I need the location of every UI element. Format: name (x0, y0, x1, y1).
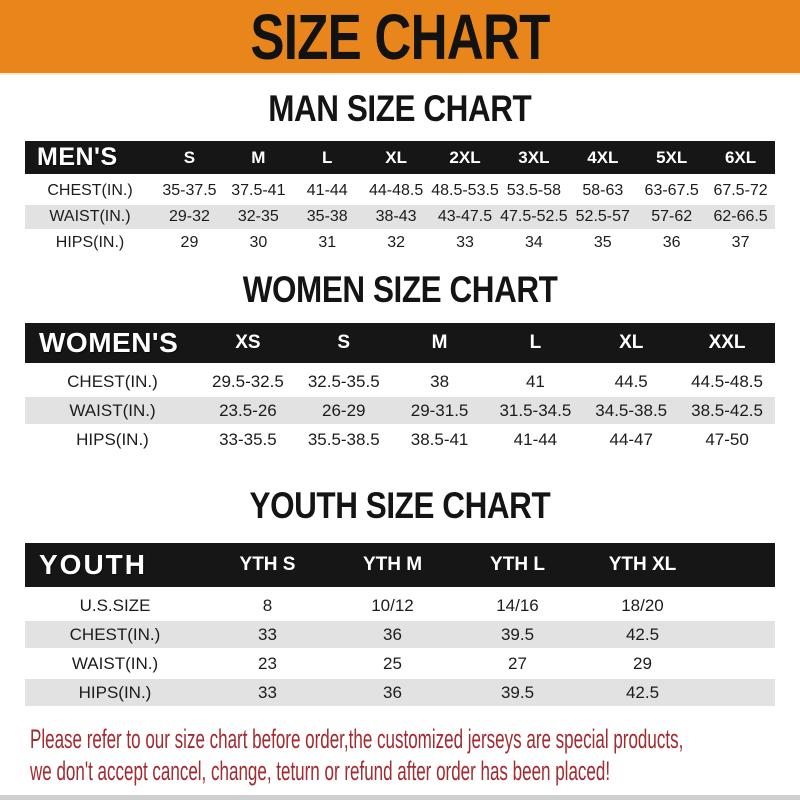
size-value-cell: 32-35 (237, 208, 279, 225)
disclaimer (30, 723, 800, 787)
women-size-chart-heading (0, 271, 800, 309)
size-value-cell: 58-63 (582, 182, 624, 199)
size-column-header: M (251, 147, 266, 167)
bottom-edge-strip (0, 795, 800, 800)
table-group-label: YOUTH (39, 549, 147, 580)
size-value-cell: 29.5-32.5 (211, 371, 284, 391)
size-value-cell: 41-44 (513, 429, 558, 449)
size-column-header: YTH XL (608, 554, 677, 575)
size-value-cell: 33-35.5 (219, 429, 277, 449)
row-label: CHEST(IN.) (67, 371, 158, 391)
size-value-cell: 52.5-57 (575, 208, 630, 225)
disclaimer-line-2: we don't accept cancel, change, teturn or refund after order has been placed! (30, 756, 611, 786)
size-value-cell: 47-50 (705, 429, 749, 449)
size-value-cell: 35 (593, 234, 612, 251)
size-column-header: XS (235, 332, 261, 353)
size-column-header: 5XL (656, 147, 688, 167)
table-header-row (25, 323, 775, 363)
size-value-cell: 35-37.5 (162, 182, 217, 199)
table-header-row (25, 141, 775, 174)
size-value-cell: 67.5-72 (713, 182, 768, 199)
size-column-header: YTH S (239, 554, 296, 575)
size-column-header: 3XL (518, 147, 550, 167)
size-value-cell: 36 (383, 682, 402, 702)
size-value-cell: 38.5-42.5 (691, 400, 763, 420)
table-row (25, 648, 775, 677)
row-label: CHEST(IN.) (69, 624, 161, 644)
women-size-table (25, 323, 775, 453)
size-value-cell: 47.5-52.5 (500, 208, 568, 225)
size-value-cell: 32.5-35.5 (307, 371, 380, 391)
size-value-cell: 32 (387, 234, 406, 251)
table-row (25, 424, 775, 453)
banner-title: SIZE CHART (250, 0, 550, 73)
size-value-cell: 29-32 (168, 208, 210, 225)
table-row (25, 177, 775, 203)
size-column-header: S (183, 147, 196, 167)
size-value-cell: 37 (731, 234, 750, 251)
size-column-header: XL (385, 147, 407, 167)
table-row (25, 619, 775, 648)
row-label: WAIST(IN.) (49, 208, 131, 225)
size-value-cell: 41-44 (306, 182, 348, 199)
table-row (25, 590, 775, 619)
size-value-cell: 34.5-38.5 (595, 400, 668, 420)
size-column-header: XL (619, 332, 644, 353)
row-label: CHEST(IN.) (47, 182, 133, 199)
women-heading-text: WOMEN SIZE CHART (242, 269, 558, 310)
youth-size-chart-heading (0, 487, 800, 525)
size-value-cell: 44.5-48.5 (691, 371, 763, 391)
size-value-cell: 33 (258, 682, 277, 702)
table-row (25, 395, 775, 424)
size-value-cell: 63-67.5 (644, 182, 699, 199)
size-value-cell: 44-47 (609, 429, 653, 449)
size-value-cell: 39.5 (500, 682, 535, 702)
size-value-cell: 18/20 (621, 595, 664, 615)
row-label: WAIST(IN.) (71, 653, 159, 673)
youth-heading-text: YOUTH SIZE CHART (249, 485, 551, 526)
size-value-cell: 35.5-38.5 (307, 429, 380, 449)
table-header-row (25, 543, 775, 587)
table-group-label: WOMEN'S (39, 327, 179, 358)
size-value-cell: 27 (508, 653, 527, 673)
row-label: U.S.SIZE (79, 595, 151, 615)
size-value-cell: 10/12 (371, 595, 414, 615)
size-value-cell: 23 (258, 653, 277, 673)
size-column-header: YTH M (362, 554, 423, 575)
size-value-cell: 29 (633, 653, 652, 673)
size-value-cell: 48.5-53.5 (431, 182, 499, 199)
size-value-cell: 38.5-41 (410, 429, 469, 449)
man-size-chart-heading (0, 90, 800, 128)
table-row (25, 366, 775, 395)
men-size-table (25, 141, 775, 255)
size-value-cell: 41 (525, 371, 545, 391)
size-value-cell: 37.5-41 (231, 182, 286, 199)
size-value-cell: 53.5-58 (506, 182, 562, 199)
row-label: HIPS(IN.) (55, 234, 125, 251)
size-value-cell: 23.5-26 (219, 400, 277, 420)
size-value-cell: 38 (430, 371, 450, 391)
size-value-cell: 8 (262, 595, 273, 615)
size-column-header: YTH L (490, 554, 545, 575)
man-heading-text: MAN SIZE CHART (268, 88, 532, 129)
size-column-header: M (431, 332, 448, 353)
youth-size-table (25, 543, 775, 706)
size-value-cell: 31 (318, 234, 337, 251)
size-value-cell: 29 (180, 234, 199, 251)
size-value-cell: 44.5 (614, 371, 648, 391)
size-column-header: XXL (708, 332, 746, 353)
table-row (25, 229, 775, 255)
size-value-cell: 42.5 (625, 682, 660, 702)
size-value-cell: 14/16 (496, 595, 539, 615)
size-value-cell: 43-47.5 (437, 208, 493, 225)
table-group-label: MEN'S (37, 143, 118, 171)
size-value-cell: 38-43 (375, 208, 417, 225)
size-value-cell: 42.5 (625, 624, 660, 644)
size-value-cell: 34 (525, 234, 543, 251)
size-value-cell: 62-66.5 (713, 208, 768, 225)
disclaimer-line-1: Please refer to our size chart before order,the customized jerseys are special products, (30, 724, 684, 754)
table-row (25, 677, 775, 706)
size-column-header: 4XL (587, 147, 619, 167)
size-value-cell: 29-31.5 (410, 400, 469, 420)
size-column-header: L (322, 147, 333, 167)
size-value-cell: 30 (249, 234, 268, 251)
size-value-cell: 44-48.5 (368, 182, 424, 199)
size-column-header: 2XL (449, 147, 481, 167)
size-value-cell: 31.5-34.5 (499, 400, 572, 420)
size-value-cell: 26-29 (322, 400, 366, 420)
size-column-header: 6XL (724, 147, 757, 167)
size-value-cell: 33 (456, 234, 474, 251)
size-value-cell: 36 (662, 234, 681, 251)
row-label: WAIST(IN.) (69, 400, 156, 420)
size-column-header: L (529, 332, 542, 353)
table-row (25, 203, 775, 229)
size-value-cell: 36 (383, 624, 402, 644)
size-chart-banner (0, 0, 800, 75)
size-value-cell: 25 (383, 653, 402, 673)
size-value-cell: 35-38 (306, 208, 348, 225)
size-value-cell: 33 (258, 624, 277, 644)
row-label: HIPS(IN.) (76, 429, 149, 449)
size-value-cell: 39.5 (500, 624, 535, 644)
size-column-header: S (337, 332, 351, 353)
size-value-cell: 57-62 (651, 208, 693, 225)
row-label: HIPS(IN.) (78, 682, 152, 702)
